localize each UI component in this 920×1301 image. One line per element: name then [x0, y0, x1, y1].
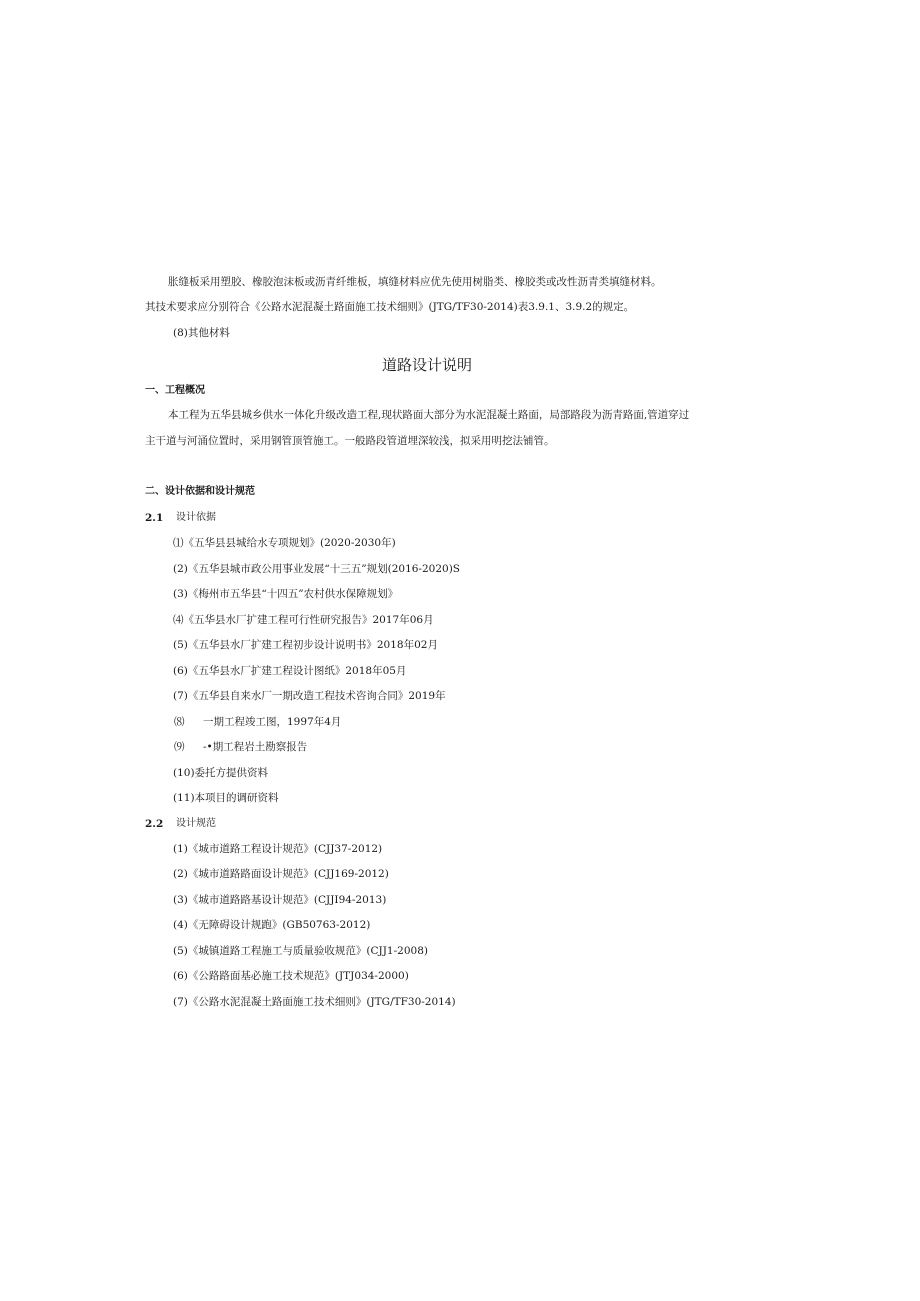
intro-line-2: 其技术要求应分别符合《公路水泥混凝土路面施工技术细则》(JTG/TF30-2014)表3.9.1、3.9.2的规定。: [145, 301, 635, 313]
list-item: -•期工程岩土勘察报告: [203, 741, 308, 753]
list-item: (3)《城市道路路基设计规范》(CJJI94-2013): [173, 894, 387, 906]
list-item: (11)本项目的调研资料: [173, 792, 279, 804]
list-item-number: ⑻: [174, 716, 185, 728]
section-1-paragraph-line-1: 本工程为五华县城乡供水一体化升级改造工程,现状路面大部分为水泥混凝土路面，局部路段为沥青路面,管道穿过: [168, 409, 690, 421]
section-heading-1: 一、工程概况: [145, 385, 205, 396]
list-item: (1)《城市道路工程设计规范》(CJJ37-2012): [173, 843, 383, 855]
list-item: ⑴《五华县县城给水专项规划》(2020-2030年): [173, 537, 396, 549]
section-1-paragraph-line-2: 主干道与河涌位置时，采用钢管顶管施工。一般路段管道埋深较浅，拟采用明挖法铺管。: [145, 435, 555, 447]
list-item: (2)《城市道路路面设计规范》(CJJ169-2012): [173, 868, 389, 880]
list-item: 一期工程竣工图，1997年4月: [203, 716, 342, 728]
list-item: (5)《城镇道路工程施工与质量验收规范》(CJJ1-2008): [173, 945, 428, 957]
list-item: (2)《五华县城市政公用事业发展“十三五”规划(2016-2020)S: [173, 563, 460, 575]
list-item: (4)《无障碍设计规跑》(GB50763-2012): [173, 919, 371, 931]
list-item: (7)《五华县自来水厂一期改造工程技术咨询合同》2019年: [173, 690, 446, 702]
list-item: (6)《五华县水厂扩建工程设计图纸》2018年05月: [173, 665, 407, 677]
subsection-number: 2.2: [145, 818, 164, 830]
list-item-number: ⑼: [174, 741, 185, 753]
section-heading-2: 二、设计依据和设计规范: [145, 486, 255, 497]
list-item: (6)《公路路面基必施工技术规范》(JTJ034-2000): [173, 970, 409, 982]
list-item: ⑷《五华县水厂扩建工程可行性研究报告》2017年06月: [173, 614, 434, 626]
list-item: (7)《公路水泥混凝土路面施工技术细则》(JTG/TF30-2014): [173, 996, 456, 1008]
subsection-number: 2.1: [145, 512, 164, 524]
page-title: 道路设计说明: [381, 356, 472, 374]
subsection-title: 设计规范: [176, 818, 216, 829]
list-item: (5)《五华县水厂扩建工程初步设计说明书》2018年02月: [173, 639, 438, 651]
list-item: (3)《梅州市五华县“十四五”农村供水保障规划》: [173, 588, 399, 600]
intro-line-1: 胀缝板采用塑胶、橡胶泡沫板或沥青纤维板，填缝材料应优先使用树脂类、橡胶类或改性沥青类填缝材料。: [168, 276, 662, 288]
subsection-title: 设计依据: [176, 512, 216, 523]
intro-line-3: (8)其他材料: [173, 327, 230, 339]
list-item: (10)委托方提供资料: [173, 767, 269, 779]
